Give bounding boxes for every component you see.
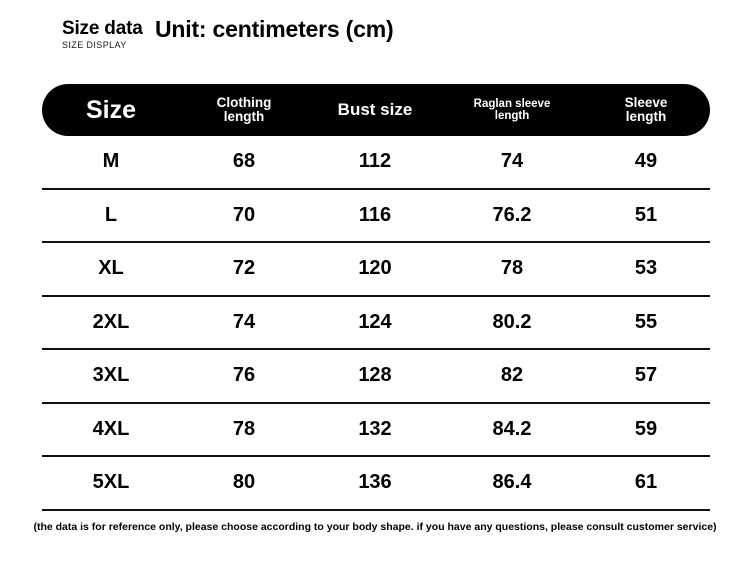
cell-raglan-sleeve-length: 78: [500, 257, 524, 280]
column-header-line2: length: [625, 109, 667, 124]
cell-bust-size: 120: [358, 257, 392, 280]
cell-size: 5XL: [92, 471, 130, 494]
cell-raglan-sleeve-length: 82: [500, 364, 524, 387]
cell-sleeve-length: 49: [634, 150, 658, 173]
unit-label: Unit: centimeters (cm): [155, 16, 394, 42]
cell-clothing-length: 72: [232, 257, 256, 280]
page-title: Size data: [62, 18, 143, 39]
cell-bust-size: 132: [358, 417, 392, 440]
cell-clothing-length: 68: [232, 150, 256, 173]
table-row: [42, 457, 710, 511]
cell-sleeve-length: 51: [634, 203, 658, 226]
cell-clothing-length: 80: [232, 471, 256, 494]
cell-size: 3XL: [92, 364, 130, 387]
table-body: [42, 136, 710, 511]
cell-bust-size: 112: [358, 150, 392, 173]
cell-size: 2XL: [92, 310, 130, 333]
column-header-bust-size: Bust size: [337, 100, 413, 120]
footnote-text: (the data is for reference only, please choose according to your body shape. if you have any questions, please consult customer service): [33, 521, 717, 533]
cell-clothing-length: 76: [232, 364, 256, 387]
cell-bust-size: 128: [358, 364, 392, 387]
size-table: [42, 84, 710, 511]
column-header-line1: Raglan sleeve: [473, 97, 551, 110]
column-header-clothing-length: [180, 96, 308, 124]
column-header-raglan-sleeve-length: [442, 98, 582, 122]
column-header-line2: length: [223, 109, 265, 124]
column-header-size: Size: [85, 95, 137, 124]
cell-raglan-sleeve-length: 74: [500, 150, 524, 173]
cell-size: 4XL: [92, 417, 130, 440]
cell-bust-size: 124: [358, 310, 392, 333]
page-subtitle: SIZE DISPLAY: [62, 40, 127, 50]
column-header-line2: length: [494, 110, 530, 122]
table-header-row: [42, 84, 710, 136]
cell-raglan-sleeve-length: 80.2: [492, 310, 532, 333]
column-header-sleeve-length: [582, 96, 710, 124]
cell-sleeve-length: 61: [634, 471, 658, 494]
table-row: [42, 243, 710, 297]
cell-raglan-sleeve-length: 84.2: [492, 417, 532, 440]
cell-size: M: [102, 150, 120, 173]
cell-bust-size: 116: [358, 203, 392, 226]
cell-sleeve-length: 53: [634, 257, 658, 280]
cell-size: L: [104, 203, 118, 226]
cell-clothing-length: 78: [232, 417, 256, 440]
table-row: [42, 350, 710, 404]
cell-raglan-sleeve-length: 86.4: [492, 471, 532, 494]
table-row: [42, 404, 710, 458]
cell-raglan-sleeve-length: 76.2: [492, 203, 532, 226]
cell-clothing-length: 74: [232, 310, 256, 333]
table-row: [42, 190, 710, 244]
column-header-line1: Clothing: [216, 94, 272, 110]
cell-size: XL: [98, 257, 124, 280]
table-row: [42, 297, 710, 351]
column-header-line1: Sleeve: [624, 94, 668, 110]
cell-sleeve-length: 55: [634, 310, 658, 333]
cell-sleeve-length: 57: [634, 364, 658, 387]
cell-clothing-length: 70: [232, 203, 256, 226]
table-row: [42, 136, 710, 190]
page-header: [0, 0, 750, 66]
cell-sleeve-length: 59: [634, 417, 658, 440]
cell-bust-size: 136: [358, 471, 392, 494]
